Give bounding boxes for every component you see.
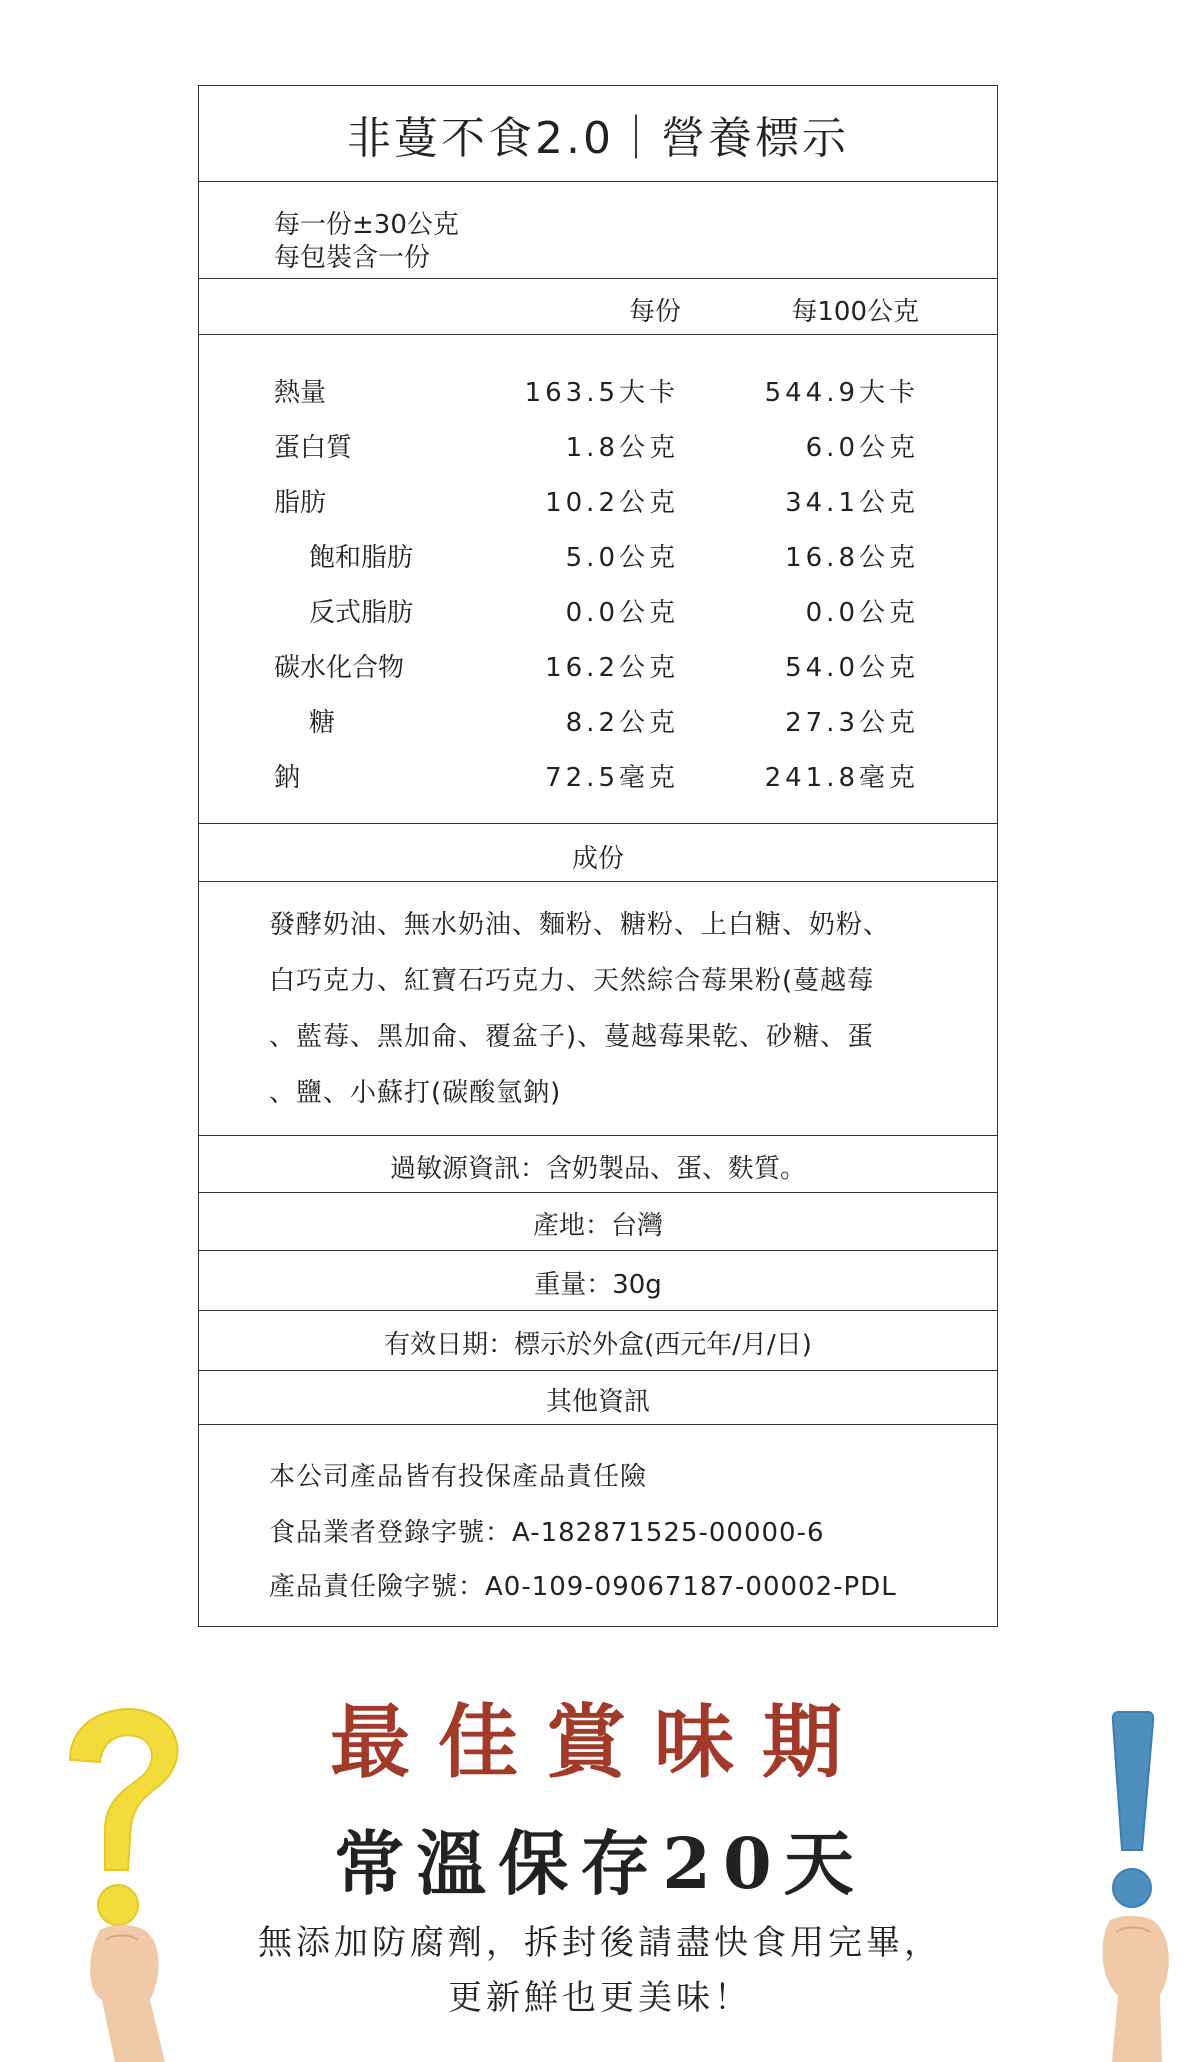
other-info-line: 食品業者登錄字號：A-182871525-00000-6 xyxy=(269,1518,825,1548)
divider xyxy=(199,1370,997,1371)
label-title: 非蔓不食2.0｜營養標示 xyxy=(347,112,849,164)
nutrient-row xyxy=(199,482,997,522)
nutrient-per-100g: 544.9大卡 xyxy=(764,378,919,408)
divider xyxy=(199,823,997,824)
col-per-100g: 每100公克 xyxy=(791,297,919,327)
nutrient-per-100g: 16.8公克 xyxy=(785,543,919,573)
nutrient-per-100g: 27.3公克 xyxy=(785,708,919,738)
nutrient-row xyxy=(199,647,997,687)
weight-info: 重量：30g xyxy=(534,1270,662,1300)
other-info-list xyxy=(199,1426,997,1626)
nutrient-name: 蛋白質 xyxy=(274,433,353,463)
nutrient-per-100g: 34.1公克 xyxy=(785,488,919,518)
nutrition-label xyxy=(198,85,998,1627)
column-header xyxy=(199,279,997,334)
divider xyxy=(199,1310,997,1311)
nutrient-row xyxy=(199,537,997,577)
nutrient-row xyxy=(199,372,997,412)
best-before-title: 最佳賞味期 xyxy=(330,1695,870,1789)
nutrient-table xyxy=(199,335,997,807)
other-info-line: 本公司產品皆有投保產品責任險 xyxy=(269,1462,648,1492)
ingredients-line: 、鹽、小蘇打(碳酸氫鈉) xyxy=(269,1078,562,1108)
allergen-info: 過敏源資訊：含奶製品、蛋、麩質。 xyxy=(389,1154,806,1184)
ingredients-heading: 成份 xyxy=(571,844,624,874)
nutrient-row xyxy=(199,757,997,797)
nutrient-name: 反式脂肪 xyxy=(309,598,414,628)
nutrient-per-serving: 163.5大卡 xyxy=(524,378,679,408)
other-info-line: 產品責任險字號：A0-109-09067187-00002-PDL xyxy=(269,1572,897,1602)
expiry-info: 有效日期：標示於外盒(西元年/月/日) xyxy=(384,1330,812,1360)
ingredients-line: 白巧克力、紅寶石巧克力、天然綜合莓果粉(蔓越莓 xyxy=(269,966,875,996)
nutrient-row xyxy=(199,592,997,632)
ingredients-list xyxy=(199,882,997,1135)
nutrient-name: 鈉 xyxy=(274,763,301,793)
serving-info xyxy=(199,182,997,278)
nutrient-name: 熱量 xyxy=(274,378,327,408)
col-per-serving: 每份 xyxy=(628,297,681,327)
divider xyxy=(199,1250,997,1251)
serving-size: 每一份±30公克 xyxy=(274,210,459,240)
divider xyxy=(199,1135,997,1136)
question-mark-sign-icon xyxy=(40,1700,190,2062)
nutrient-per-100g: 6.0公克 xyxy=(805,433,919,463)
nutrient-name: 糖 xyxy=(309,708,336,738)
servings-per-pack: 每包裝含一份 xyxy=(274,243,431,273)
nutrient-per-100g: 241.8毫克 xyxy=(764,763,919,793)
divider xyxy=(199,1192,997,1193)
nutrient-row xyxy=(199,427,997,467)
nutrient-name: 脂肪 xyxy=(274,488,327,518)
nutrient-name: 飽和脂肪 xyxy=(309,543,414,573)
other-info-heading: 其他資訊 xyxy=(545,1387,650,1417)
ingredients-line: 發酵奶油、無水奶油、麵粉、糖粉、上白糖、奶粉、 xyxy=(269,910,891,940)
nutrient-name: 碳水化合物 xyxy=(274,653,405,683)
storage-note-line1: 無添加防腐劑，拆封後請盡快食用完畢， xyxy=(258,1923,942,1963)
nutrient-per-serving: 0.0公克 xyxy=(565,598,679,628)
nutrient-per-serving: 5.0公克 xyxy=(565,543,679,573)
best-before-subtitle: 常溫保存20天 xyxy=(334,1822,866,1905)
exclamation-mark-sign-icon xyxy=(1060,1700,1200,2062)
nutrient-per-serving: 8.2公克 xyxy=(565,708,679,738)
nutrient-row xyxy=(199,702,997,742)
nutrient-per-100g: 0.0公克 xyxy=(805,598,919,628)
storage-note-line2: 更新鮮也更美味！ xyxy=(448,1978,752,2018)
ingredients-line: 、藍莓、黑加侖、覆盆子)、蔓越莓果乾、砂糖、蛋 xyxy=(269,1022,875,1052)
nutrient-per-serving: 72.5毫克 xyxy=(545,763,679,793)
nutrient-per-100g: 54.0公克 xyxy=(785,653,919,683)
nutrient-per-serving: 10.2公克 xyxy=(545,488,679,518)
nutrient-per-serving: 1.8公克 xyxy=(565,433,679,463)
origin-info: 產地：台灣 xyxy=(532,1211,663,1241)
divider xyxy=(199,1424,997,1425)
nutrient-per-serving: 16.2公克 xyxy=(545,653,679,683)
